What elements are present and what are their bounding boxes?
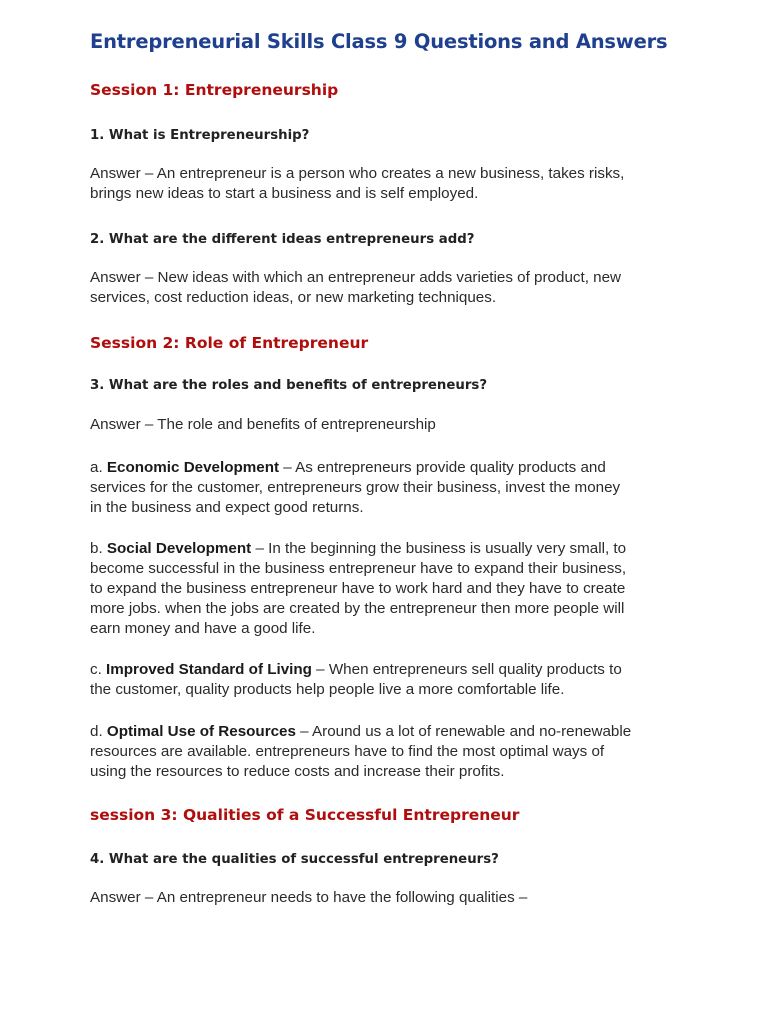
point-d-prefix: d.: [90, 723, 107, 740]
point-d-term: Optimal Use of Resources: [106, 723, 296, 740]
answer-2: [90, 268, 690, 308]
answer-2-line-1: Answer – New ideas with which an entrepreneur adds varieties of product, new: [90, 269, 621, 286]
point-b-line-2: become successful in the business entrepreneur have to expand their business,: [90, 560, 627, 577]
point-a-prefix: a.: [90, 459, 107, 476]
answer-3: [90, 415, 690, 435]
point-a-line-2: services for the customer, entrepreneurs grow their business, invest the money: [90, 479, 621, 496]
point-b: [90, 539, 690, 639]
point-a-term: Economic Development: [106, 459, 280, 476]
point-d-line-2: resources are available. entrepreneurs have to find the most optimal ways of: [90, 743, 605, 760]
point-d: [90, 722, 690, 782]
point-a: [90, 458, 690, 518]
point-d-line-1: – Around us a lot of renewable and no-renewable: [295, 723, 632, 740]
answer-1-line-2: brings new ideas to start a business and is self employed.: [90, 185, 479, 202]
answer-2-line-2: services, cost reduction ideas, or new marketing techniques.: [90, 289, 497, 306]
session-3-heading: session 3: Qualities of a Successful Entrepreneur: [90, 806, 520, 824]
point-c-prefix: c.: [90, 661, 107, 678]
point-c-line-1: – When entrepreneurs sell quality products to: [311, 661, 622, 678]
point-a-line-1: – As entrepreneurs provide quality products and: [279, 459, 606, 476]
point-b-term: Social Development: [106, 540, 252, 557]
session-2-heading: Session 2: Role of Entrepreneur: [90, 334, 369, 352]
point-b-line-5: earn money and have a good life.: [90, 620, 316, 637]
answer-3-line-1: Answer – The role and benefits of entrepreneurship: [90, 416, 436, 433]
session-1-heading: Session 1: Entrepreneurship: [90, 81, 339, 99]
point-c-term: Improved Standard of Living: [106, 661, 312, 678]
point-b-prefix: b.: [90, 540, 107, 557]
answer-4-line-1: Answer – An entrepreneur needs to have the following qualities –: [90, 889, 528, 906]
question-3: 3. What are the roles and benefits of entrepreneurs?: [90, 378, 488, 393]
point-b-line-1: – In the beginning the business is usually very small, to: [251, 540, 627, 557]
answer-4: [90, 888, 690, 908]
point-a-line-3: in the business and expect good returns.: [90, 499, 364, 516]
point-c: [90, 660, 690, 700]
point-b-line-3: to expand the business entrepreneur have to work hard and they have to create: [90, 580, 626, 597]
document-title: Entrepreneurial Skills Class 9 Questions and Answers: [90, 30, 668, 53]
question-1: 1. What is Entrepreneurship?: [90, 128, 310, 143]
point-c-line-2: the customer, quality products help people live a more comfortable life.: [90, 681, 565, 698]
question-2: 2. What are the different ideas entrepreneurs add?: [90, 232, 475, 247]
point-d-line-3: using the resources to reduce costs and increase their profits.: [90, 763, 505, 780]
point-b-line-4: more jobs. when the jobs are created by the entrepreneur then more people will: [90, 600, 625, 617]
question-4: 4. What are the qualities of successful entrepreneurs?: [90, 852, 499, 867]
answer-1: [90, 164, 690, 204]
answer-1-line-1: Answer – An entrepreneur is a person who creates a new business, takes risks,: [90, 165, 625, 182]
